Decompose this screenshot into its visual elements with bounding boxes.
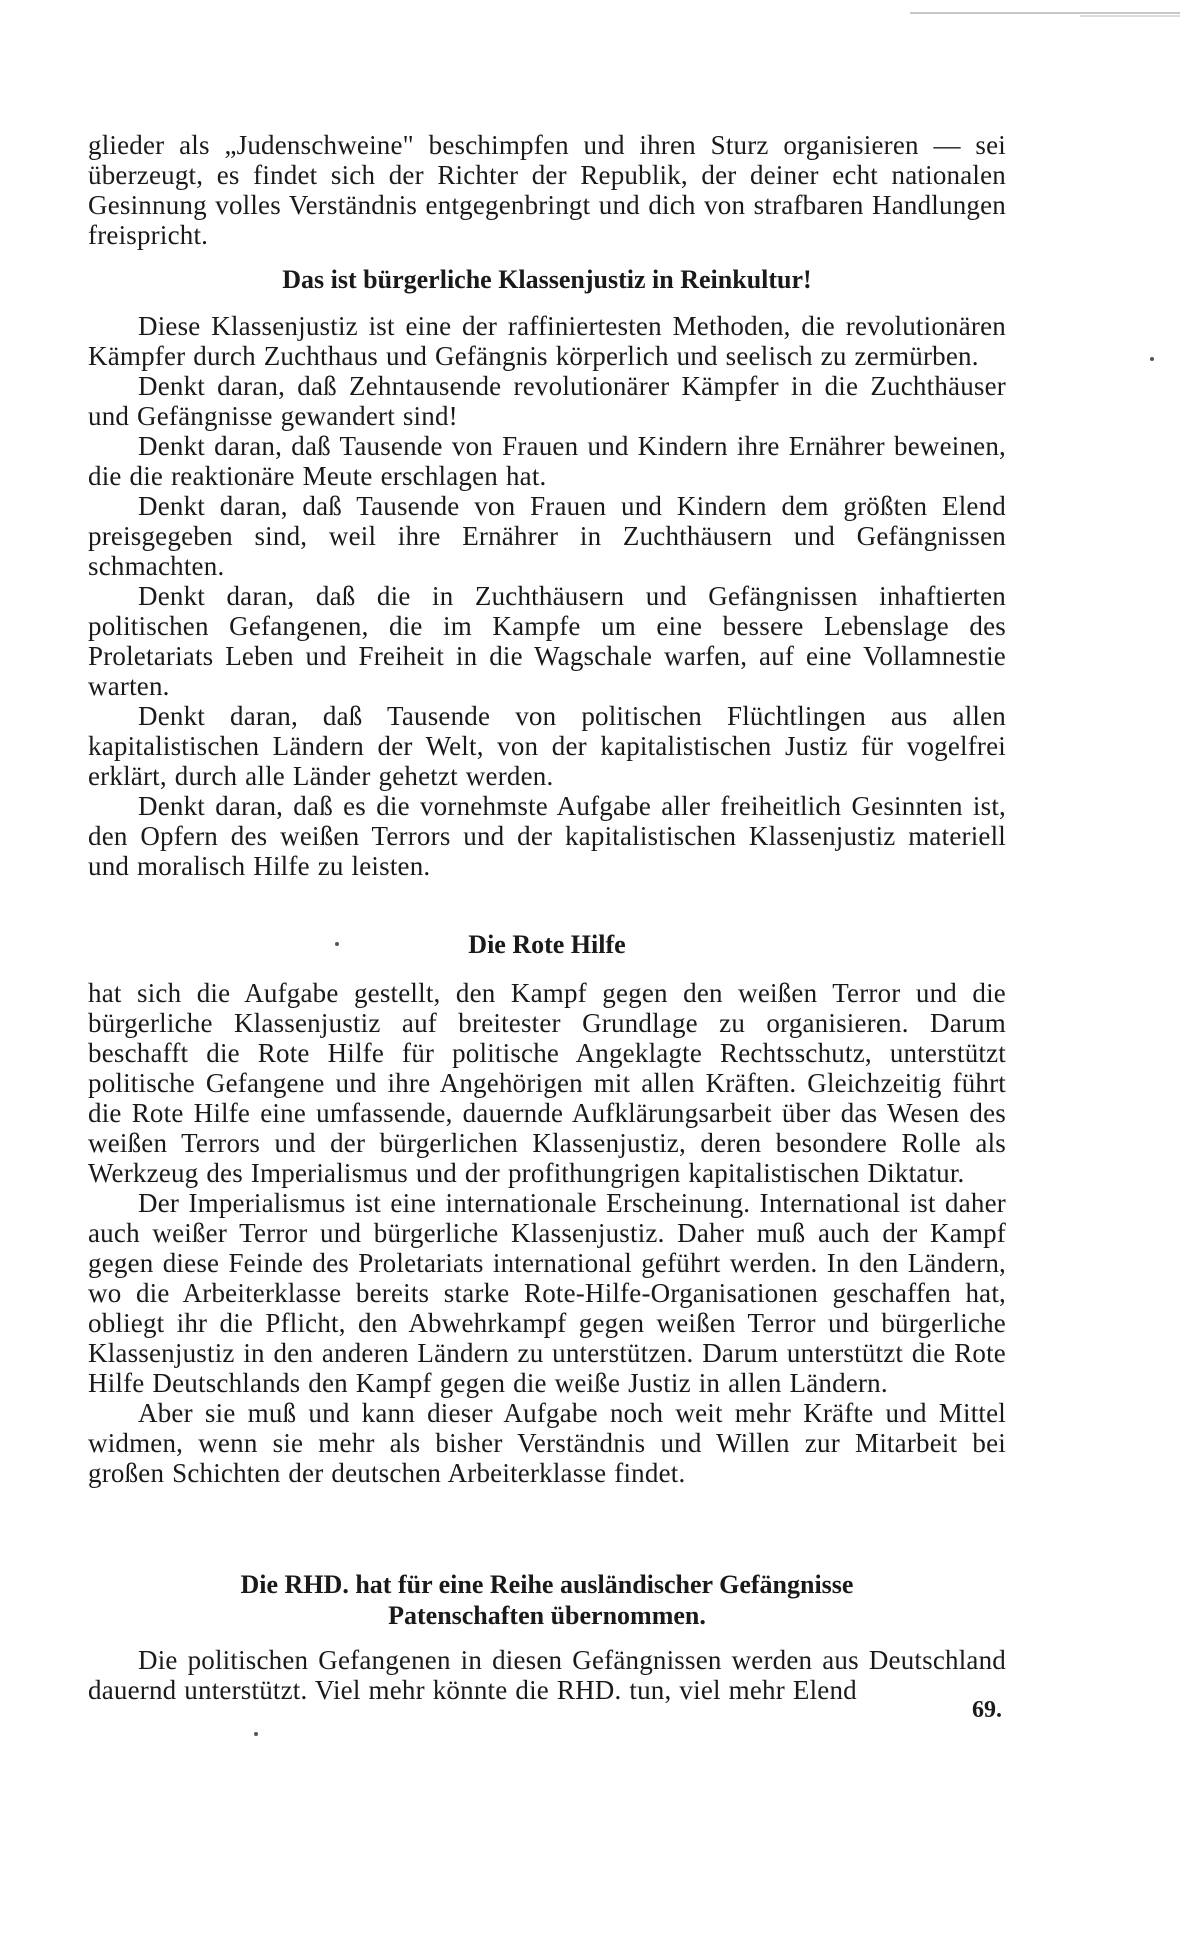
scan-artifact-line — [910, 12, 1180, 14]
paragraph: Denkt daran, daß Tausende von Frauen und Kindern ihre Ernährer beweinen, die die reaktionäre Meute erschlagen hat. — [88, 431, 1006, 491]
text-block-rhd — [88, 1645, 1006, 1705]
paragraph: hat sich die Aufgabe gestellt, den Kampf gegen den weißen Terror und die bürgerliche Klassenjustiz auf breitester Grundlage zu organisieren. Darum beschafft die Rote Hilfe für politische Angeklagte Rechtsschutz, unterstützt politische Gefangene und ihre Angehörigen mit allen Kräften. Gleichzeitig führt die Rote Hilfe eine umfassende, dauernde Aufklärungsarbeit über das Wesen des weißen Terrors und der bürgerlichen Klassenjustiz, deren besondere Rolle als Werkzeug des Imperialismus und der profithungrigen kapitalistischen Diktatur. — [88, 978, 1006, 1188]
paragraph: Denkt daran, daß Tausende von politischen Flüchtlingen aus allen kapitalistischen Ländern der Welt, von der kapitalistischen Justiz für vogelfrei erklärt, durch alle Länder gehetzt werden. — [88, 701, 1006, 791]
paragraph: glieder als „Judenschweine" beschimpfen und ihren Sturz organisieren — sei überzeugt, es findet sich der Richter der Republik, der deiner echt nationalen Gesinnung volles Verständnis entgegenbringt und dich von strafbaren Handlungen freispricht. — [88, 130, 1006, 250]
scan-speck — [254, 1732, 258, 1736]
text-block-rote-hilfe — [88, 978, 1006, 1488]
scan-speck — [335, 942, 339, 946]
scan-artifact-line — [1080, 15, 1180, 17]
text-block-intro — [88, 130, 1006, 250]
section-heading-klassenjustiz: Das ist bürgerliche Klassenjustiz in Reinkultur! — [282, 265, 812, 294]
page-number: 69. — [972, 1697, 1002, 1723]
section-heading-rhd-line1: Die RHD. hat für eine Reihe ausländischer Gefängnisse — [240, 1570, 854, 1599]
paragraph: Aber sie muß und kann dieser Aufgabe noch weit mehr Kräfte und Mittel widmen, wenn sie mehr als bisher Verständnis und Willen zur Mitarbeit bei großen Schichten der deutschen Arbeiterklasse findet. — [88, 1398, 1006, 1488]
section-heading-rhd-line2: Patenschaften übernommen. — [388, 1601, 706, 1630]
section-heading-rote-hilfe: Die Rote Hilfe — [468, 930, 626, 959]
paragraph: Diese Klassenjustiz ist eine der raffiniertesten Methoden, die revolutionären Kämpfer durch Zuchthaus und Gefängnis körperlich und seelisch zu zermürben. — [88, 311, 1006, 371]
text-block-denkt-daran — [88, 311, 1006, 881]
paragraph: Denkt daran, daß die in Zuchthäusern und Gefängnissen inhaftierten politischen Gefangenen, die im Kampfe um eine bessere Lebenslage des Proletariats Leben und Freiheit in die Wagschale warfen, auf eine Vollamnestie warten. — [88, 581, 1006, 701]
paragraph: Der Imperialismus ist eine internationale Erscheinung. International ist daher auch weißer Terror und bürgerliche Klassenjustiz. Daher muß auch der Kampf gegen diese Feinde des Proletariats international geführt werden. In den Ländern, wo die Arbeiterklasse bereits starke Rote-Hilfe-Organisationen geschaffen hat, obliegt ihr die Pflicht, den Abwehrkampf gegen weißen Terror und bürgerliche Klassenjustiz in den anderen Ländern zu unterstützen. Darum unterstützt die Rote Hilfe Deutschlands den Kampf gegen die weiße Justiz in allen Ländern. — [88, 1188, 1006, 1398]
paragraph: Denkt daran, daß es die vornehmste Aufgabe aller freiheitlich Gesinnten ist, den Opfern des weißen Terrors und der kapitalistischen Klassenjustiz materiell und moralisch Hilfe zu leisten. — [88, 791, 1006, 881]
paragraph: Denkt daran, daß Tausende von Frauen und Kindern dem größten Elend preisgegeben sind, weil ihre Ernährer in Zuchthäusern und Gefängnissen schmachten. — [88, 491, 1006, 581]
paragraph: Die politischen Gefangenen in diesen Gefängnissen werden aus Deutschland dauernd unterstützt. Viel mehr könnte die RHD. tun, viel mehr Elend — [88, 1645, 1006, 1705]
scan-speck — [1150, 357, 1154, 361]
paragraph: Denkt daran, daß Zehntausende revolutionärer Kämpfer in die Zuchthäuser und Gefängnisse gewandert sind! — [88, 371, 1006, 431]
